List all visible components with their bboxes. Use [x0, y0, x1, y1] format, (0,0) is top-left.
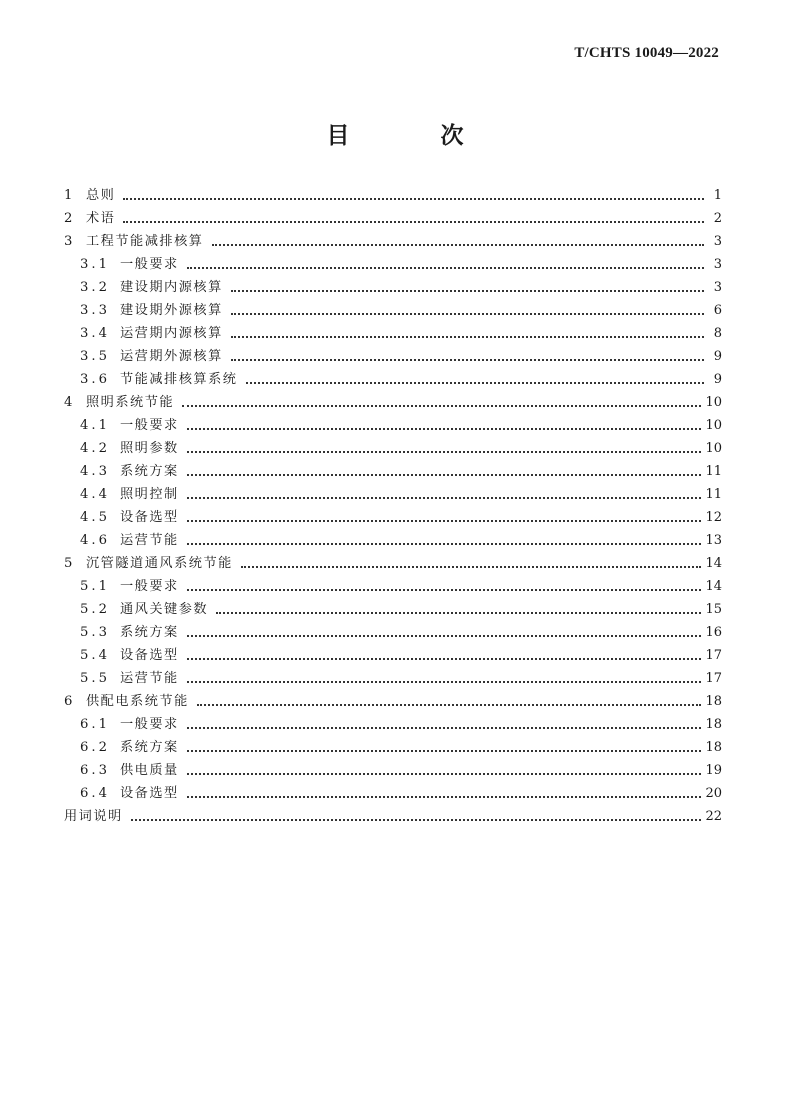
- toc-entry-page-number: 10: [705, 395, 722, 410]
- toc-entry-page-number: 9: [713, 372, 722, 387]
- toc-entry-page-number: 8: [713, 326, 722, 341]
- toc-entry-page-number: 14: [705, 556, 722, 571]
- toc-entry-number: 1: [64, 188, 76, 203]
- toc-entry[interactable]: [64, 575, 722, 598]
- toc-entry-number: 3.3: [80, 303, 110, 318]
- toc-entry[interactable]: [64, 713, 722, 736]
- toc-entry-page-number: 2: [713, 211, 722, 226]
- toc-entry-page-number: 14: [705, 579, 722, 594]
- dot-leader: [187, 496, 702, 499]
- toc-entry-page-number: 10: [705, 418, 722, 433]
- toc-entry-number: 3: [64, 234, 76, 249]
- toc-entry-number: 5.3: [80, 625, 110, 640]
- dot-leader: [123, 220, 704, 223]
- toc-entry-number: 4.1: [80, 418, 110, 433]
- toc-entry-page-number: 11: [705, 487, 722, 502]
- dot-leader: [187, 473, 702, 476]
- dot-leader: [231, 358, 704, 361]
- toc-entry-page-number: 15: [705, 602, 722, 617]
- dot-leader: [187, 680, 702, 683]
- dot-leader: [231, 335, 704, 338]
- toc-entry-number: 6.1: [80, 717, 110, 732]
- toc-entry[interactable]: [64, 253, 722, 276]
- toc-entry-page-number: 19: [705, 763, 722, 778]
- toc-entry-label: 照明系统节能: [86, 395, 175, 410]
- toc-entry[interactable]: [64, 667, 722, 690]
- toc-entry-label: 运营节能: [120, 533, 179, 548]
- toc-entry[interactable]: [64, 483, 722, 506]
- toc-entry-page-number: 1: [713, 188, 722, 203]
- toc-entry-label: 节能减排核算系统: [120, 372, 238, 387]
- toc-entry[interactable]: [64, 736, 722, 759]
- toc-entry-label: 系统方案: [120, 464, 179, 479]
- toc-entry-page-number: 9: [713, 349, 722, 364]
- toc-entry-number: 3.1: [80, 257, 110, 272]
- toc-entry[interactable]: [64, 414, 722, 437]
- toc-entry-number: 3.5: [80, 349, 110, 364]
- toc-entry-label: 照明控制: [120, 487, 179, 502]
- toc-entry-number: 4.4: [80, 487, 110, 502]
- toc-entry-label: 供配电系统节能: [86, 694, 189, 709]
- toc-entry[interactable]: [64, 184, 722, 207]
- toc-entry[interactable]: [64, 437, 722, 460]
- toc-entry-label: 一般要求: [120, 418, 179, 433]
- toc-entry-page-number: 6: [713, 303, 722, 318]
- dot-leader: [216, 611, 701, 614]
- toc-entry[interactable]: [64, 690, 722, 713]
- toc-entry[interactable]: [64, 391, 722, 414]
- toc-entry-label: 通风关键参数: [120, 602, 209, 617]
- dot-leader: [241, 565, 702, 568]
- toc-entry-page-number: 3: [713, 257, 722, 272]
- toc-entry-page-number: 12: [705, 510, 722, 525]
- toc-entry-label: 一般要求: [120, 579, 179, 594]
- toc-entry-number: 6: [64, 694, 76, 709]
- toc-entry-page-number: 20: [705, 786, 722, 801]
- toc-entry-page-number: 18: [705, 740, 722, 755]
- dot-leader: [123, 197, 704, 200]
- toc-entry-number: 5.4: [80, 648, 110, 663]
- toc-entry[interactable]: [64, 598, 722, 621]
- toc-entry[interactable]: [64, 782, 722, 805]
- toc-entry-page-number: 22: [705, 809, 722, 824]
- toc-entry-number: 5: [64, 556, 76, 571]
- toc-entry[interactable]: [64, 621, 722, 644]
- document-code: T/CHTS 10049—2022: [574, 45, 719, 61]
- toc-entry[interactable]: [64, 322, 722, 345]
- toc-entry-page-number: 16: [705, 625, 722, 640]
- dot-leader: [187, 588, 702, 591]
- toc-entry-number: 6.4: [80, 786, 110, 801]
- toc-entry-label: 建设期外源核算: [120, 303, 223, 318]
- dot-leader: [197, 703, 702, 706]
- toc-entry[interactable]: [64, 345, 722, 368]
- toc-entry-page-number: 18: [705, 694, 722, 709]
- dot-leader: [231, 312, 704, 315]
- toc-entry[interactable]: [64, 506, 722, 529]
- dot-leader: [187, 542, 702, 545]
- toc-entry-page-number: 17: [705, 671, 722, 686]
- dot-leader: [187, 772, 702, 775]
- toc-entry-label: 系统方案: [120, 740, 179, 755]
- toc-entry[interactable]: [64, 552, 722, 575]
- dot-leader: [187, 519, 702, 522]
- dot-leader: [131, 818, 702, 821]
- toc-entry-number: 6.3: [80, 763, 110, 778]
- toc-entry[interactable]: [64, 460, 722, 483]
- toc-entry[interactable]: [64, 299, 722, 322]
- dot-leader: [246, 381, 705, 384]
- toc-entry-page-number: 18: [705, 717, 722, 732]
- toc-entry-label: 建设期内源核算: [120, 280, 223, 295]
- toc-entry-number: 5.5: [80, 671, 110, 686]
- toc-entry-number: 6.2: [80, 740, 110, 755]
- toc-entry-label: 设备选型: [120, 510, 179, 525]
- toc-entry-number: 4.3: [80, 464, 110, 479]
- dot-leader: [187, 726, 702, 729]
- toc-entry[interactable]: [64, 207, 722, 230]
- toc-entry[interactable]: [64, 759, 722, 782]
- toc-entry[interactable]: [64, 230, 722, 253]
- toc-entry-page-number: 11: [705, 464, 722, 479]
- toc-entry-page-number: 3: [713, 280, 722, 295]
- toc-entry[interactable]: [64, 805, 722, 828]
- dot-leader: [187, 634, 702, 637]
- toc-entry-label: 术语: [86, 211, 116, 226]
- toc-entry-label: 运营期外源核算: [120, 349, 223, 364]
- toc-entry-number: 3.4: [80, 326, 110, 341]
- page-title: 目 次: [326, 123, 498, 149]
- dot-leader: [182, 404, 701, 407]
- dot-leader: [187, 657, 702, 660]
- dot-leader: [231, 289, 704, 292]
- toc-entry-number: 3.6: [80, 372, 110, 387]
- toc-entry-number: 5.1: [80, 579, 110, 594]
- toc-entry-label: 系统方案: [120, 625, 179, 640]
- toc-entry-label: 供电质量: [120, 763, 179, 778]
- toc-entry-page-number: 3: [713, 234, 722, 249]
- toc-entry-label: 用词说明: [64, 809, 123, 824]
- toc-entry-label: 照明参数: [120, 441, 179, 456]
- dot-leader: [187, 795, 702, 798]
- toc-entry-page-number: 13: [705, 533, 722, 548]
- toc-entry-label: 工程节能减排核算: [86, 234, 204, 249]
- toc-entry-label: 一般要求: [120, 717, 179, 732]
- table-of-contents: [64, 184, 722, 828]
- toc-entry-number: 3.2: [80, 280, 110, 295]
- toc-entry-number: 5.2: [80, 602, 110, 617]
- toc-entry-number: 4.2: [80, 441, 110, 456]
- toc-entry-label: 运营期内源核算: [120, 326, 223, 341]
- toc-entry-label: 总则: [86, 188, 116, 203]
- toc-entry-label: 一般要求: [120, 257, 179, 272]
- toc-entry-number: 2: [64, 211, 76, 226]
- dot-leader: [187, 749, 702, 752]
- toc-entry-page-number: 17: [705, 648, 722, 663]
- dot-leader: [212, 243, 705, 246]
- dot-leader: [187, 427, 702, 430]
- toc-entry-label: 沉管隧道通风系统节能: [86, 556, 233, 571]
- toc-entry-label: 运营节能: [120, 671, 179, 686]
- toc-entry-page-number: 10: [705, 441, 722, 456]
- dot-leader: [187, 266, 704, 269]
- toc-entry-number: 4: [64, 395, 76, 410]
- dot-leader: [187, 450, 702, 453]
- toc-entry[interactable]: [64, 276, 722, 299]
- toc-entry-label: 设备选型: [120, 648, 179, 663]
- toc-entry[interactable]: [64, 368, 722, 391]
- toc-entry-number: 4.6: [80, 533, 110, 548]
- toc-entry[interactable]: [64, 644, 722, 667]
- toc-entry-label: 设备选型: [120, 786, 179, 801]
- toc-entry[interactable]: [64, 529, 722, 552]
- toc-entry-number: 4.5: [80, 510, 110, 525]
